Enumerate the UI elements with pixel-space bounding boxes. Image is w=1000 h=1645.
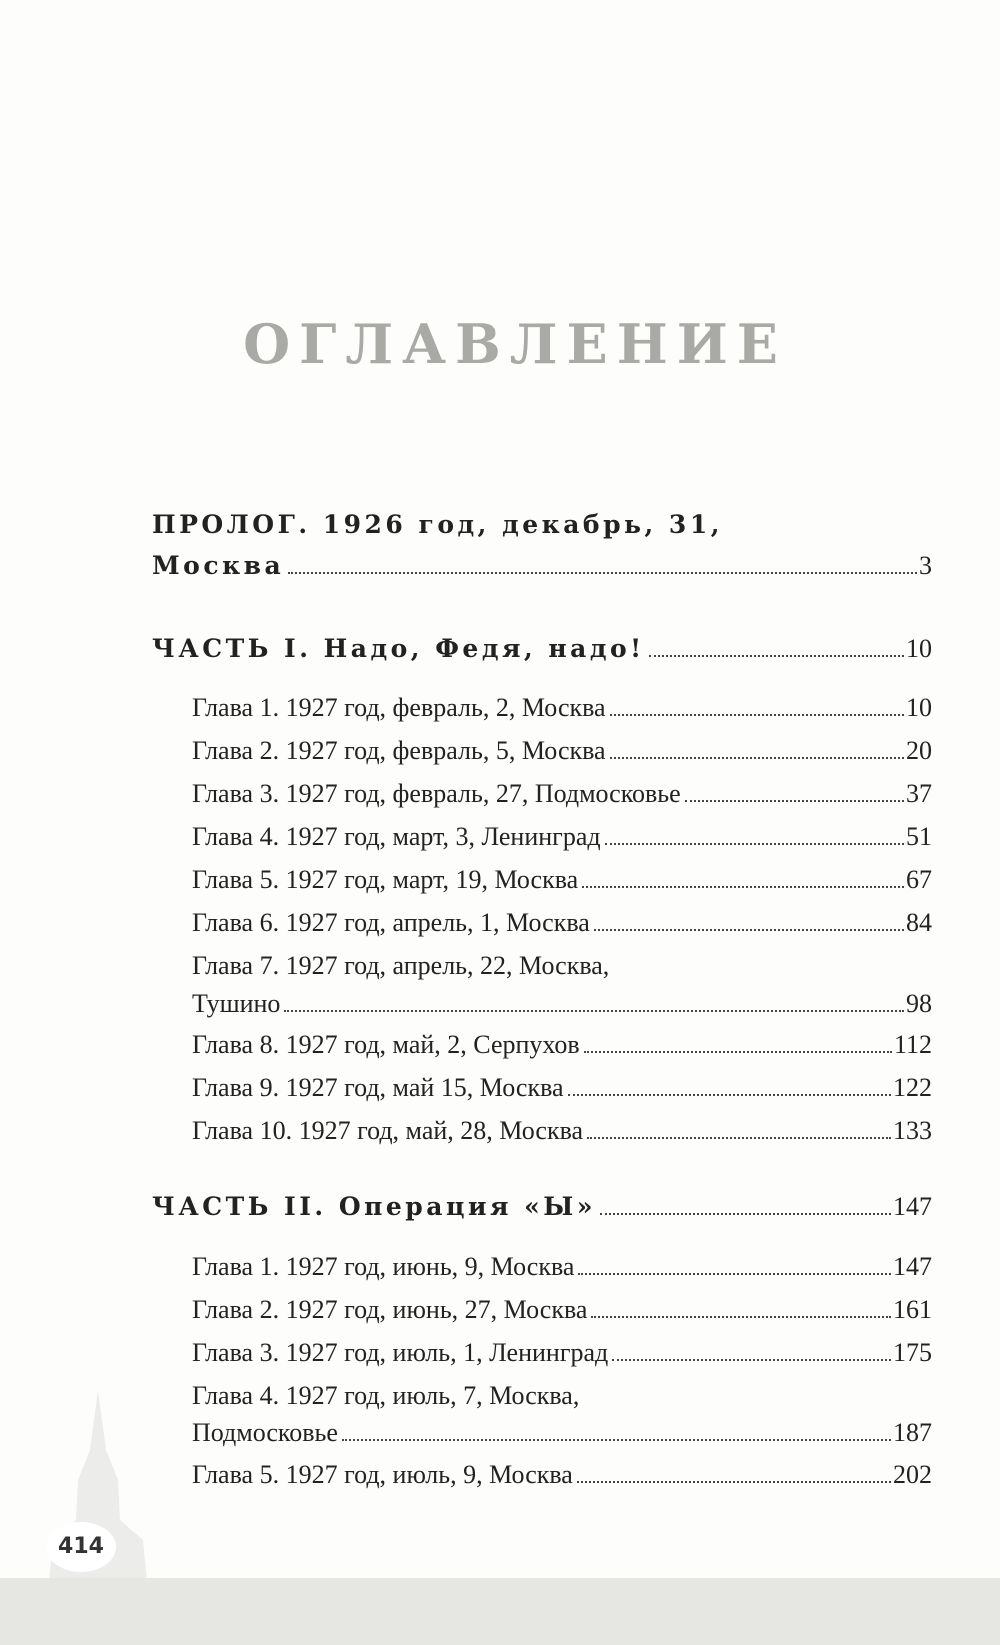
dot-leader bbox=[612, 1359, 891, 1361]
kremlin-wall-decoration bbox=[160, 1546, 1000, 1578]
dot-leader bbox=[600, 1213, 891, 1215]
toc-entry-part-1 bbox=[152, 634, 932, 664]
toc-entry-chapter bbox=[192, 736, 932, 766]
entry-page: 84 bbox=[906, 908, 932, 937]
dot-leader bbox=[587, 1137, 891, 1139]
dot-leader bbox=[584, 1051, 892, 1053]
entry-label: Глава 5. 1927 год, июль, 9, Москва bbox=[192, 1460, 573, 1489]
toc-entry-chapter bbox=[192, 1116, 932, 1146]
chapter-line1: Глава 4. 1927 год, июль, 7, Москва, bbox=[192, 1381, 580, 1410]
entry-page: 147 bbox=[893, 1192, 932, 1221]
toc-entry-chapter bbox=[192, 1295, 932, 1325]
entry-page: 112 bbox=[893, 1030, 932, 1059]
toc-entry-chapter bbox=[192, 1030, 932, 1060]
dot-leader bbox=[568, 1094, 891, 1096]
dot-leader bbox=[594, 929, 904, 931]
chapter-line1: Глава 7. 1927 год, апрель, 22, Москва, bbox=[192, 951, 610, 980]
entry-page: 67 bbox=[906, 865, 932, 894]
toc-entry-prologue bbox=[152, 551, 932, 581]
entry-label: ЧАСТЬ II. Операция «Ы» bbox=[152, 1192, 596, 1221]
entry-page: 133 bbox=[893, 1116, 932, 1145]
dot-leader bbox=[582, 886, 904, 888]
entry-label: ЧАСТЬ I. Надо, Федя, надо! bbox=[152, 634, 645, 663]
toc-entry-chapter bbox=[192, 1338, 932, 1368]
entry-label: Глава 3. 1927 год, февраль, 27, Подмосковье bbox=[192, 779, 681, 808]
entry-label: Глава 3. 1927 год, июль, 1, Ленинград bbox=[192, 1338, 609, 1367]
entry-page: 175 bbox=[893, 1338, 932, 1367]
dot-leader bbox=[578, 1273, 891, 1275]
page-number: 414 bbox=[46, 1522, 116, 1572]
entry-page: 187 bbox=[893, 1418, 932, 1447]
toc-entry-chapter bbox=[192, 1418, 932, 1448]
toc-entry-part-2 bbox=[152, 1192, 932, 1222]
entry-label: Тушино bbox=[192, 989, 281, 1018]
entry-page: 20 bbox=[906, 736, 932, 765]
entry-label: Глава 1. 1927 год, февраль, 2, Москва bbox=[192, 693, 606, 722]
entry-label: Глава 1. 1927 год, июнь, 9, Москва bbox=[192, 1252, 575, 1281]
footer-band-decoration bbox=[0, 1578, 1000, 1645]
dot-leader bbox=[649, 655, 904, 657]
dot-leader bbox=[610, 757, 904, 759]
entry-label: Глава 9. 1927 год, май 15, Москва bbox=[192, 1073, 564, 1102]
entry-page: 51 bbox=[906, 822, 932, 851]
dot-leader bbox=[342, 1439, 891, 1441]
toc-entry-chapter bbox=[192, 779, 932, 809]
page-title: ОГЛАВЛЕНИЕ bbox=[243, 312, 787, 376]
entry-page: 37 bbox=[906, 779, 932, 808]
entry-page: 10 bbox=[906, 693, 932, 722]
entry-label: Глава 5. 1927 год, март, 19, Москва bbox=[192, 865, 579, 894]
toc-entry-chapter bbox=[192, 908, 932, 938]
entry-label: Глава 4. 1927 год, март, 3, Ленинград bbox=[192, 822, 601, 851]
dot-leader bbox=[685, 800, 904, 802]
entry-page: 161 bbox=[893, 1295, 932, 1324]
dot-leader bbox=[605, 843, 904, 845]
toc-entry-chapter bbox=[192, 865, 932, 895]
entry-label: Подмосковье bbox=[192, 1418, 338, 1447]
dot-leader bbox=[288, 572, 917, 574]
entry-page: 98 bbox=[906, 989, 932, 1018]
entry-label: Москва bbox=[152, 551, 285, 580]
toc-entry-chapter bbox=[192, 989, 932, 1019]
entry-page: 122 bbox=[893, 1073, 932, 1102]
dot-leader bbox=[284, 1010, 904, 1012]
toc-entry-chapter bbox=[192, 1460, 932, 1490]
entry-label: Глава 6. 1927 год, апрель, 1, Москва bbox=[192, 908, 590, 937]
dot-leader bbox=[577, 1481, 891, 1483]
prologue-line1: ПРОЛОГ. 1926 год, декабрь, 31, bbox=[152, 510, 723, 539]
entry-page: 147 bbox=[893, 1252, 932, 1281]
entry-label: Глава 2. 1927 год, февраль, 5, Москва bbox=[192, 736, 606, 765]
entry-page: 10 bbox=[906, 634, 932, 663]
toc-entry-chapter bbox=[192, 1073, 932, 1103]
toc-entry-chapter bbox=[192, 1252, 932, 1282]
entry-label: Глава 2. 1927 год, июнь, 27, Москва bbox=[192, 1295, 588, 1324]
toc-entry-chapter bbox=[192, 693, 932, 723]
entry-label: Глава 10. 1927 год, май, 28, Москва bbox=[192, 1116, 584, 1145]
entry-label: Глава 8. 1927 год, май, 2, Серпухов bbox=[192, 1030, 580, 1059]
entry-page: 3 bbox=[919, 551, 932, 580]
dot-leader bbox=[591, 1316, 891, 1318]
entry-page: 202 bbox=[893, 1460, 932, 1489]
toc-entry-chapter bbox=[192, 822, 932, 852]
dot-leader bbox=[610, 714, 904, 716]
